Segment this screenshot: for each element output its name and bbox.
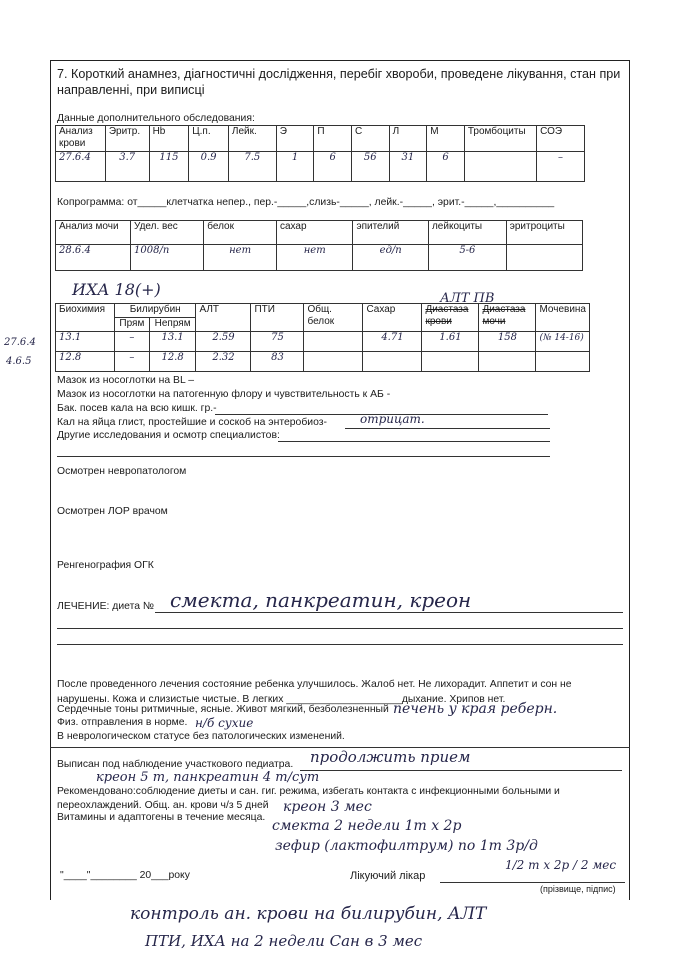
hand-note-abbrev: АЛТ ПВ — [440, 291, 495, 306]
blood-header: Ц.п. — [189, 126, 229, 152]
blood-value — [464, 152, 536, 182]
treatment-label: ЛЕЧЕНИЕ: диета № — [57, 601, 155, 612]
blood-table — [55, 125, 585, 182]
blood-value: 6 — [427, 152, 465, 182]
biochem-value: – — [115, 352, 150, 372]
biochem-value: 12.8 — [56, 352, 115, 372]
biochem-value: 75 — [251, 332, 304, 352]
recommend-hand: креон 5 т, панкреатин 4 т/сут — [96, 770, 320, 785]
biochem-value — [536, 352, 590, 372]
blood-value: 27.6.4 — [56, 152, 106, 182]
urine-header: Анализ мочи — [56, 221, 131, 245]
treatment-line-2 — [57, 628, 623, 629]
xray-exam: Ренгенография ОГК — [57, 560, 154, 571]
urine-value: ед/п — [353, 245, 429, 271]
stool-culture: Бак. посев кала на всю кишк. гр.- — [57, 403, 217, 414]
urine-header: Удел. вес — [131, 221, 204, 245]
blood-header: Тромбоциты — [464, 126, 536, 152]
biochem-header: Диастаза мочи — [479, 304, 536, 332]
biochem-value: 83 — [251, 352, 304, 372]
blood-value: 0.9 — [189, 152, 229, 182]
neuro-exam: Осмотрен невропатологом — [57, 466, 187, 477]
biochem-value: 1.61 — [422, 332, 479, 352]
blood-header: П — [314, 126, 352, 152]
biochem-header: Биохимия — [56, 304, 115, 332]
additional-exams-title: Данные дополнительного обследования: — [57, 113, 255, 124]
blood-value: 6 — [314, 152, 352, 182]
biochem-value: 12.8 — [149, 352, 196, 372]
treatment-line — [155, 612, 623, 613]
coprogram: Копрограмма: от_____клетчатка непер., пер.-_____,слизь-_____, лейк.-_____, эрит.-_____,__________ — [57, 197, 555, 208]
blood-value: 56 — [351, 152, 389, 182]
signature-line — [440, 882, 625, 883]
other-exams: Другие исследования и осмотр специалистов: — [57, 430, 280, 441]
other-exams-line-2 — [57, 456, 550, 457]
biochem-header: Общ. белок — [304, 304, 363, 332]
blood-header: Hb — [149, 126, 189, 152]
physio-hand: н/б сухие — [195, 716, 254, 730]
ent-exam: Осмотрен ЛОР врачом — [57, 506, 168, 517]
biochem-table — [55, 303, 590, 372]
biochem-header: АЛТ — [196, 304, 251, 332]
discharged: Выписан под наблюдение участкового педиатра. — [57, 759, 294, 770]
biochem-header: Непрям — [149, 318, 196, 332]
biochem-header: Мочевина — [536, 304, 590, 332]
urine-value: 28.6.4 — [56, 245, 131, 271]
blood-header: Э — [276, 126, 314, 152]
bottom-hand: ПТИ, ИХА на 2 недели Сан в 3 мес — [145, 932, 423, 950]
discharged-hand: продолжить прием — [310, 748, 471, 766]
other-exams-line — [278, 441, 550, 442]
urine-value — [506, 245, 582, 271]
helminths: Кал на яйца глист, простейшие и соскоб на энтеробиоз- — [57, 417, 327, 428]
urine-header: лейкоциты — [428, 221, 506, 245]
biochem-value — [422, 352, 479, 372]
hand-note-urine: ИХА 18(+) — [72, 280, 161, 299]
treatment-hand: смекта, панкреатин, креон — [170, 588, 472, 612]
physio-status: Физ. отправления в норме. — [57, 717, 188, 728]
biochem-value: – — [115, 332, 150, 352]
biochem-value: (№ 14-16) — [536, 332, 590, 352]
biochem-value — [479, 352, 536, 372]
margin-note: 27.6.4 — [4, 337, 36, 348]
vitamins: Витамины и адаптогены в течение месяца. — [57, 812, 266, 823]
biochem-value: 2.32 — [196, 352, 251, 372]
rx-hand: креон 3 мес — [283, 799, 372, 815]
doctor-label: Лікуючий лікар — [350, 870, 426, 882]
blood-value: – — [537, 152, 585, 182]
blood-header: Эритр. — [105, 126, 149, 152]
blood-value: 115 — [149, 152, 189, 182]
smear-flora: Мазок из носоглотки на патогенную флору и чувствительность к АБ - — [57, 389, 391, 400]
urine-table — [55, 220, 583, 271]
biochem-value: 2.59 — [196, 332, 251, 352]
blood-header: Лейк. — [228, 126, 276, 152]
treatment-line-3 — [57, 644, 623, 645]
biochem-value — [363, 352, 422, 372]
urine-header: эпителий — [353, 221, 429, 245]
bottom-hand: контроль ан. крови на билирубин, АЛТ — [130, 904, 487, 924]
blood-header: М — [427, 126, 465, 152]
biochem-value: 4.71 — [363, 332, 422, 352]
heart-status: Сердечные тоны ритмичные, ясные. Живот мягкий, безболезненный — [57, 704, 389, 715]
blood-value: 31 — [389, 152, 427, 182]
blood-header: Анализ крови — [56, 126, 106, 152]
biochem-header: Билирубин — [115, 304, 196, 318]
after-treatment: После проведенного лечения состояние ребенка улучшилось. Жалоб нет. Не лихорадит. Аппетит и сон не нарушены. Кожа и слизистые чистые. В легких ____________________дыхание. Хрипов нет. — [57, 679, 572, 705]
urine-value: 5-6 — [428, 245, 506, 271]
rx-hand: зефир (лактофилтрум) по 1т 3р/д — [275, 838, 538, 854]
signature-caption: (прізвище, підпис) — [540, 884, 616, 894]
biochem-header: Диастаза крови — [422, 304, 479, 332]
helminths-result: отрицат. — [360, 412, 425, 426]
biochem-header: Прям — [115, 318, 150, 332]
margin-note: 4.6.5 — [6, 356, 32, 367]
rx-hand: 1/2 т х 2р / 2 мес — [505, 858, 617, 872]
recommendation: Рекомендовано:соблюдение диеты и сан. гиг. режима, избегать контакта с инфекционными больными и переохлаждений. Общ. ан. крови ч/з 5 дней — [57, 786, 560, 811]
heart-hand: печень у края реберн. — [393, 701, 558, 717]
blood-header: СОЭ — [537, 126, 585, 152]
blood-header: С — [351, 126, 389, 152]
biochem-value: 158 — [479, 332, 536, 352]
biochem-value — [304, 332, 363, 352]
rx-hand: смекта 2 недели 1т х 2р — [272, 818, 462, 834]
blood-value: 1 — [276, 152, 314, 182]
neuro-status: В неврологическом статусе без патологических изменений. — [57, 731, 345, 742]
biochem-value — [304, 352, 363, 372]
blood-header: Л — [389, 126, 427, 152]
urine-header: сахар — [276, 221, 353, 245]
biochem-header: Сахар — [363, 304, 422, 332]
section-title: 7. Короткий анамнез, діагностичні дослідження, перебіг хвороби, проведене лікування, стан при направленні, при виписці — [57, 67, 621, 97]
urine-header: белок — [204, 221, 277, 245]
helminths-line — [345, 428, 550, 429]
urine-value: 1008/п — [131, 245, 204, 271]
blood-value: 3.7 — [105, 152, 149, 182]
biochem-value: 13.1 — [149, 332, 196, 352]
urine-value: нет — [276, 245, 353, 271]
urine-value: нет — [204, 245, 277, 271]
discharged-line — [300, 770, 622, 771]
biochem-header: ПТИ — [251, 304, 304, 332]
blood-value: 7.5 — [228, 152, 276, 182]
urine-header: эритроциты — [506, 221, 582, 245]
biochem-value: 13.1 — [56, 332, 115, 352]
date-line: "____"________ 20___року — [60, 870, 190, 881]
smear-bl: Мазок из носоглотки на BL – — [57, 375, 195, 386]
